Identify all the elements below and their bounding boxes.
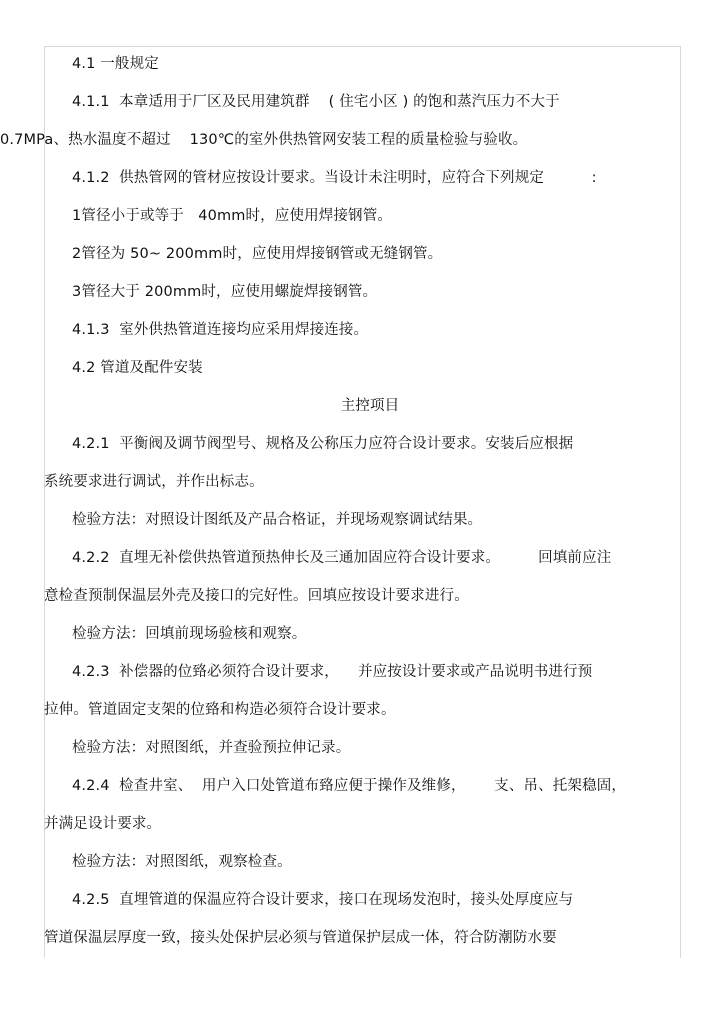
clause-4-1-2: 4.1.2 供热管网的管材应按设计要求。当设计未注明时，应符合下列规定 : <box>72 170 597 186</box>
clause-4-2-2-line-2: 意检查预制保温层外壳及接口的完好性。回填应按设计要求进行。 <box>44 588 469 604</box>
clause-4-1-2-item-3: 3管径大于 200mm时，应使用螺旋焊接钢管。 <box>72 284 378 300</box>
section-heading-4-1: 4.1 一般规定 <box>72 56 159 72</box>
inspection-method-4-2-3: 检验方法：对照图纸，并查验预拉伸记录。 <box>72 740 351 756</box>
clause-4-1-2-item-2: 2管径为 50~ 200mm时，应使用焊接钢管或无缝钢管。 <box>72 246 443 262</box>
clause-4-2-1-line-1: 4.2.1 平衡阀及调节阀型号、规格及公称压力应符合设计要求。安装后应根据 <box>72 436 574 452</box>
page-border-top <box>44 46 680 47</box>
clause-4-2-5-line-2: 管道保温层厚度一致，接头处保护层必须与管道保护层成一体，符合防潮防水要 <box>44 930 557 946</box>
clause-4-2-3-line-2: 拉伸。管道固定支架的位臵和构造必须符合设计要求。 <box>44 702 396 718</box>
inspection-method-4-2-2: 检验方法：回填前现场验核和观察。 <box>72 626 307 642</box>
clause-4-1-3: 4.1.3 室外供热管道连接均应采用焊接连接。 <box>72 322 369 338</box>
clause-4-2-2-line-1: 4.2.2 直埋无补偿供热管道预热伸长及三通加固应符合设计要求。 回填前应注 <box>72 550 612 566</box>
inspection-method-4-2-4: 检验方法：对照图纸，观察检查。 <box>72 854 292 870</box>
clause-4-2-4-line-1: 4.2.4 检查井室、 用户入口处管道布臵应便于操作及维修， 支、吊、托架稳固， <box>72 778 627 794</box>
clause-4-1-1-line-1: 4.1.1 本章适用于厂区及民用建筑群 ( 住宅小区 ) 的饱和蒸汽压力不大于 <box>72 94 560 110</box>
clause-4-1-1-line-2: 0.7MPa、热水温度不超过 130℃的室外供热管网安装工程的质量检验与验收。 <box>0 132 528 148</box>
clause-4-2-5-line-1: 4.2.5 直埋管道的保温应符合设计要求，接口在现场发泡时，接头处厚度应与 <box>72 892 574 908</box>
inspection-method-4-2-1: 检验方法：对照设计图纸及产品合格证，并现场观察调试结果。 <box>72 512 483 528</box>
section-heading-4-2: 4.2 管道及配件安装 <box>72 360 203 376</box>
clause-4-1-2-item-1: 1管径小于或等于 40mm时，应使用焊接钢管。 <box>72 208 393 224</box>
clause-4-2-3-line-1: 4.2.3 补偿器的位臵必须符合设计要求， 并应按设计要求或产品说明书进行预 <box>72 664 593 680</box>
subheading-main-control-items: 主控项目 <box>340 398 400 414</box>
clause-4-2-4-line-2: 并满足设计要求。 <box>44 816 162 832</box>
clause-4-2-1-line-2: 系统要求进行调试，并作出标志。 <box>44 474 264 490</box>
